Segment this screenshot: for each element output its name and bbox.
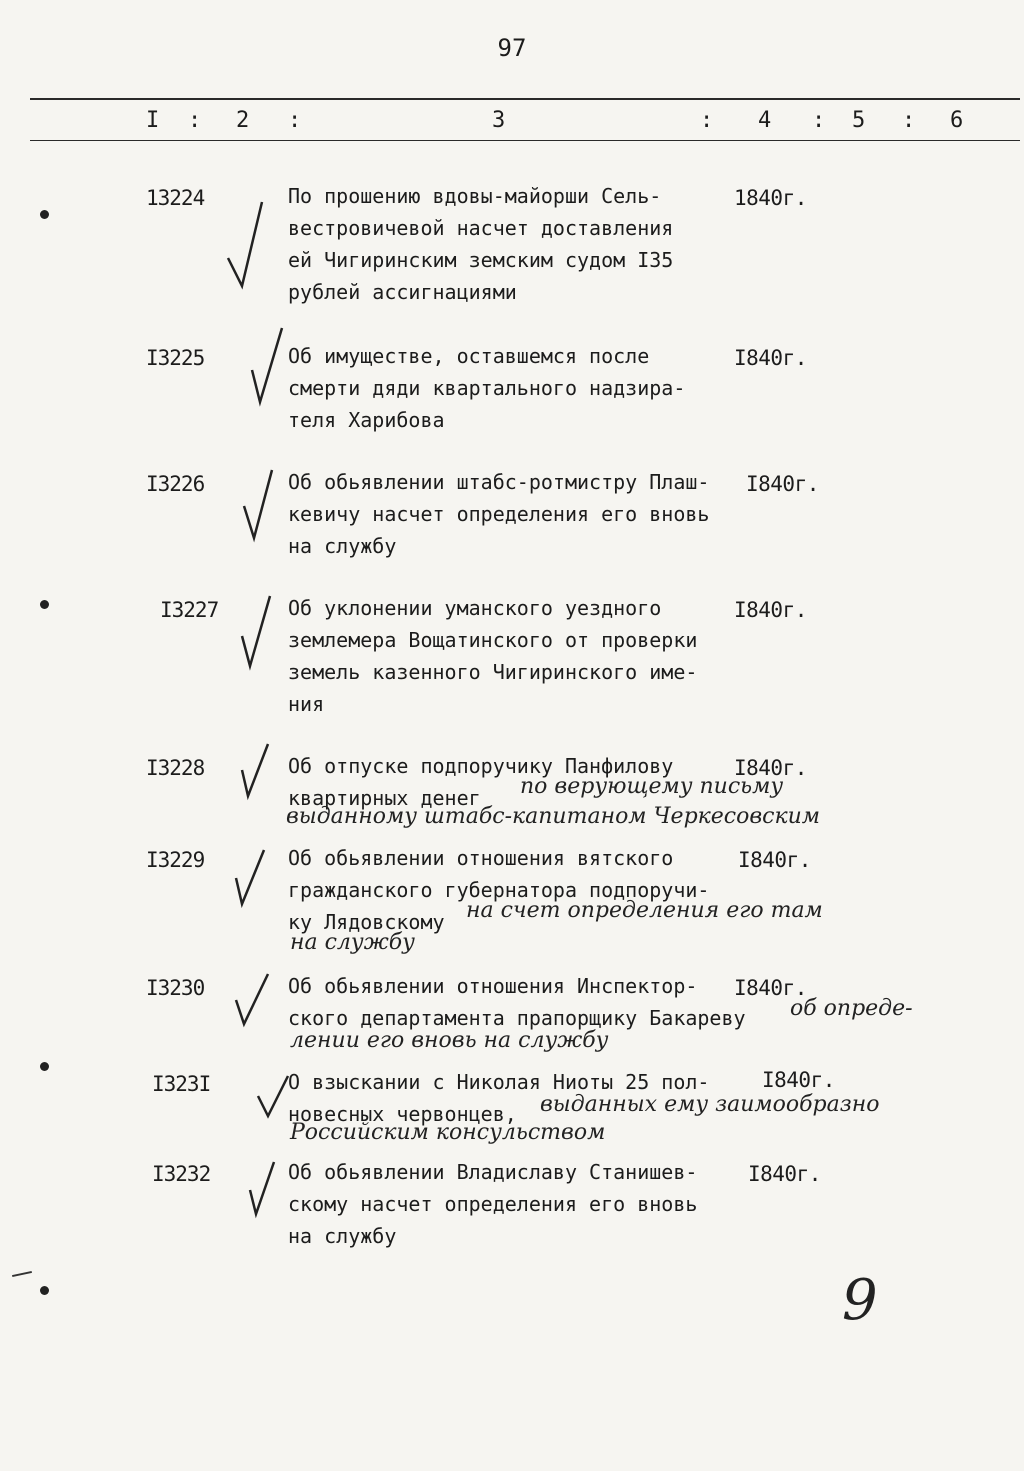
column-header-4: 4	[758, 108, 772, 133]
entry-description: Об имуществе, оставшемся после смерти дяди квартального надзира- теля Харибова	[288, 344, 686, 432]
handwritten-annotation: на службу	[290, 930, 415, 955]
punch-hole	[40, 1286, 49, 1295]
edge-mark	[12, 1271, 32, 1277]
punch-hole	[40, 1062, 49, 1071]
entry-description: Об обьявлении отношения Инспектор- ского департамента прапорщику Бакареву	[288, 974, 746, 1030]
page-number: 97	[497, 34, 527, 62]
entry-number: I3232	[152, 1162, 211, 1186]
checkmark-icon	[238, 468, 278, 546]
entry-number: I323I	[152, 1072, 211, 1096]
entry-number: I3229	[146, 848, 205, 872]
column-header-3: 3	[492, 108, 506, 133]
column-header-1: I	[146, 108, 160, 133]
entry-year: I840г.	[734, 756, 807, 780]
column-separator: :	[188, 108, 202, 133]
entry-number: 13224	[146, 186, 205, 210]
entry-number: I3228	[146, 756, 205, 780]
handwritten-annotation: выданному штабс-капитаном Черкесовским	[286, 804, 821, 829]
entry-number: I3230	[146, 976, 205, 1000]
entry-description: Об уклонении уманского уездного землемера Вощатинского от проверки земель казенного Чигиринского име- ния	[288, 596, 698, 716]
checkmark-icon	[246, 326, 286, 410]
column-separator: :	[812, 108, 826, 133]
handwritten-annotation: Российским консульством	[290, 1120, 606, 1145]
entry-year: I840г.	[762, 1068, 835, 1092]
column-separator: :	[700, 108, 714, 133]
entry-number: I3226	[146, 472, 205, 496]
handwritten-annotation: лении его вновь на службу	[290, 1028, 609, 1053]
entry-description: О взыскании с Николая Ниоты 25 пол- новесных червонцев,	[288, 1070, 710, 1126]
checkmark-icon	[230, 848, 270, 910]
column-separator: :	[902, 108, 916, 133]
handwritten-annotation: выданных ему заимообразно	[540, 1092, 880, 1117]
entry-year: I840г.	[748, 1162, 821, 1186]
handwritten-annotation: об опреде-	[790, 996, 913, 1021]
sheet-number: 9	[842, 1268, 878, 1333]
entry-description: Об обьявлении отношения вятского гражданского губернатора подпоручи- ку Лядовскому	[288, 846, 710, 934]
entry-description: Об отпуске подпоручику Панфилову квартирных денег	[288, 754, 674, 810]
entry-year: I840г.	[746, 472, 819, 496]
entry-description: По прошению вдовы-майорши Сель- вестровичевой насчет доставления ей Чигиринским земским судом I35 рублей ассигнациями	[288, 184, 674, 304]
header-bottom-rule	[30, 140, 1020, 141]
entry-year: I840г.	[734, 976, 807, 1000]
entry-description: Об обьявлении штабс-ротмистру Плаш- кевичу насчет определения его вновь на службу	[288, 470, 710, 558]
entry-year: I840г.	[734, 346, 807, 370]
entry-number: I3227	[160, 598, 219, 622]
checkmark-icon	[236, 594, 276, 674]
handwritten-annotation: на счет определения его там	[466, 898, 823, 923]
checkmark-icon	[222, 198, 266, 292]
punch-hole	[40, 210, 49, 219]
column-header-2: 2	[236, 108, 250, 133]
column-separator: :	[288, 108, 302, 133]
entry-year: 1840г.	[734, 186, 807, 210]
column-header-6: 6	[950, 108, 964, 133]
entry-year: I840г.	[738, 848, 811, 872]
column-header-5: 5	[852, 108, 866, 133]
handwritten-annotation: по верующему письму	[520, 774, 784, 799]
entry-number: I3225	[146, 346, 205, 370]
checkmark-icon	[244, 1160, 280, 1220]
checkmark-icon	[230, 972, 274, 1030]
entry-description: Об обьявлении Владиславу Станишев- скому насчет определения его вновь на службу	[288, 1160, 698, 1248]
checkmark-icon	[236, 742, 274, 804]
punch-hole	[40, 600, 49, 609]
header-top-rule	[30, 98, 1020, 100]
entry-year: I840г.	[734, 598, 807, 622]
